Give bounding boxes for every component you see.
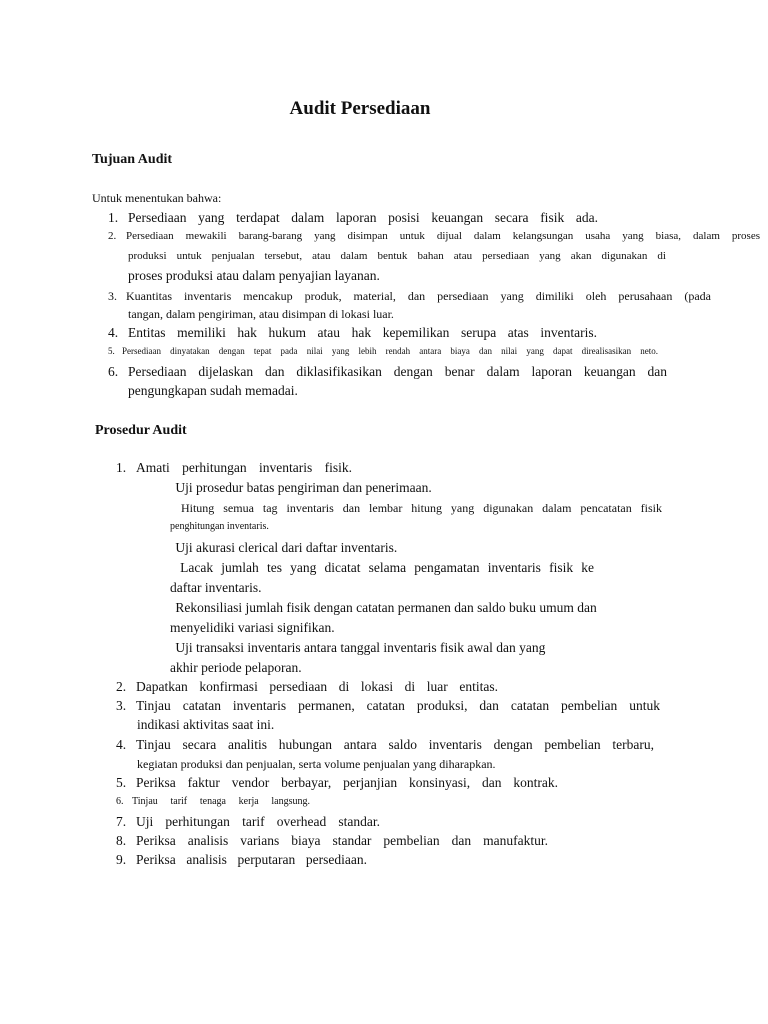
page-title: Audit Persediaan [289, 98, 431, 119]
list-item-text: Persediaan dinyatakan dengan tepat pada nilai yang lebih rendah antara biaya dan nilai yang dapat direalisasikan neto. [122, 346, 658, 356]
list-number: 8. [116, 833, 127, 848]
list-number: 4. [116, 737, 127, 752]
list-item-text: Periksa analisis varians biaya standar pembelian dan manufaktur. [136, 833, 548, 848]
list-number: 1. [108, 210, 119, 225]
list-number: 3. [108, 289, 117, 303]
list-number: 7. [116, 814, 127, 829]
sub-list-item: Uji prosedur batas pengiriman dan penerimaan. [175, 480, 432, 495]
list-item-text: Tinjau catatan inventaris permanen, catatan produksi, dan catatan pembelian untuk [136, 698, 660, 713]
intro-text: Untuk menentukan bahwa: [92, 191, 222, 205]
list-item-text: indikasi aktivitas saat ini. [137, 717, 275, 732]
list-number: 5. [116, 775, 127, 790]
list-item-text: proses produksi atau dalam penyajian layanan. [128, 268, 380, 283]
sub-list-item: Uji transaksi inventaris antara tanggal inventaris fisik awal dan yang [175, 640, 546, 655]
list-item-text: kegiatan produksi dan penjualan, serta volume penjualan yang diharapkan. [137, 757, 496, 771]
list-number: 5. [108, 346, 115, 356]
section-heading-tujuan: Tujuan Audit [92, 152, 173, 167]
list-item-text: produksi untuk penjualan tersebut, atau dalam bentuk bahan atau persediaan yang akan digunakan di [128, 250, 666, 262]
list-item-text: Tinjau tarif tenaga kerja langsung. [132, 796, 310, 807]
sub-list-item-cont: menyelidiki variasi signifikan. [170, 620, 335, 635]
list-number: 3. [116, 698, 127, 713]
list-item-text: Persediaan yang terdapat dalam laporan posisi keuangan secara fisik ada. [128, 210, 598, 225]
section-heading-prosedur: Prosedur Audit [95, 423, 187, 438]
list-item-text: Kuantitas inventaris mencakup produk, material, dan persediaan yang dimiliki oleh perusahaan (pada [126, 289, 711, 303]
list-item-text: Uji perhitungan tarif overhead standar. [136, 814, 380, 829]
list-item-text: Amati perhitungan inventaris fisik. [136, 460, 352, 475]
list-number: 2. [116, 679, 127, 694]
list-number: 4. [108, 325, 119, 340]
sub-list-item: Uji akurasi clerical dari daftar inventaris. [175, 540, 398, 555]
list-number: 6. [116, 796, 124, 807]
list-item-text: Tinjau secara analitis hubungan antara saldo inventaris dengan pembelian terbaru, [136, 737, 654, 752]
sub-list-item-cont: penghitungan inventaris. [170, 521, 269, 532]
list-item-text: Periksa analisis perputaran persediaan. [136, 852, 367, 867]
list-item-text: tangan, dalam pengiriman, atau disimpan di lokasi luar. [128, 307, 394, 321]
list-item-text: Periksa faktur vendor berbayar, perjanjian konsinyasi, dan kontrak. [136, 775, 558, 790]
list-number: 1. [116, 460, 127, 475]
list-item-text: Entitas memiliki hak hukum atau hak kepemilikan serupa atas inventaris. [128, 325, 597, 340]
list-number: 6. [108, 364, 119, 379]
sub-list-item: Rekonsiliasi jumlah fisik dengan catatan permanen dan saldo buku umum dan [175, 600, 597, 615]
list-number: 2. [108, 230, 117, 242]
list-item-text: Dapatkan konfirmasi persediaan di lokasi di luar entitas. [136, 679, 498, 694]
sub-list-item: Lacak jumlah tes yang dicatat selama pengamatan inventaris fisik ke [180, 560, 594, 575]
sub-list-item-cont: akhir periode pelaporan. [170, 660, 302, 675]
list-item-text: pengungkapan sudah memadai. [128, 383, 298, 398]
list-number: 9. [116, 852, 127, 867]
sub-list-item-cont: daftar inventaris. [170, 580, 262, 595]
list-item-text: Persediaan mewakili barang-barang yang disimpan untuk dijual dalam kelangsungan usaha yang biasa, dalam proses [126, 230, 760, 242]
list-item-text: Persediaan dijelaskan dan diklasifikasikan dengan benar dalam laporan keuangan dan [128, 364, 667, 379]
sub-list-item: Hitung semua tag inventaris dan lembar hitung yang digunakan dalam pencatatan fisik [180, 501, 663, 515]
